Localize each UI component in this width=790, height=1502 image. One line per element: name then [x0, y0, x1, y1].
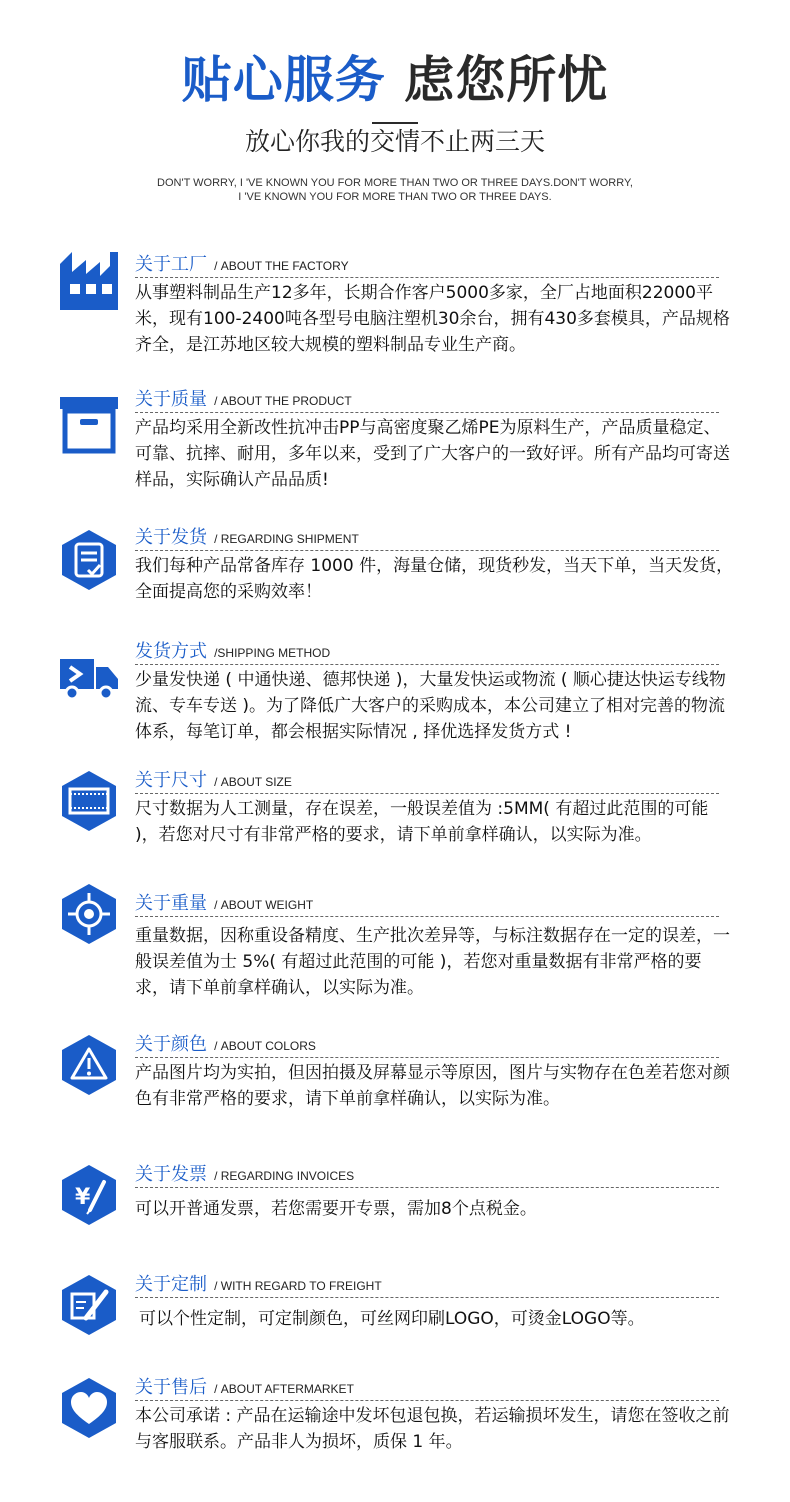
section-title-en: / REGARDING SHIPMENT — [214, 532, 359, 546]
section-heading — [135, 889, 313, 915]
english-tagline-line-1: DON'T WORRY, I 'VE KNOWN YOU FOR MORE THAN TWO OR THREE DAYS.DON'T WORRY, — [157, 177, 633, 189]
section-title-en: / WITH REGARD TO FREIGHT — [214, 1279, 382, 1293]
svg-text:¥: ¥ — [75, 1185, 91, 1210]
section-heading — [135, 1030, 316, 1056]
film-strip-icon — [58, 770, 120, 832]
section-heading — [135, 637, 330, 663]
dashed-divider — [135, 1187, 719, 1188]
section-title-en: / ABOUT AFTERMARKET — [214, 1382, 354, 1396]
checklist-icon — [58, 529, 120, 591]
section-title-zh: 关于发票 — [135, 1164, 207, 1185]
warning-triangle-icon — [58, 1034, 120, 1096]
crosshair-target-icon — [58, 883, 120, 945]
section-heading — [135, 1270, 382, 1296]
dashed-divider — [135, 412, 719, 413]
english-tagline — [150, 176, 640, 204]
section-heading — [135, 523, 359, 549]
section-title-zh: 关于工厂 — [135, 254, 207, 275]
section-title-en: / REGARDING INVOICES — [214, 1169, 355, 1183]
section-body: 本公司承诺 : 产品在运输途中发坏包退包换，若运输损坏发生，请您在签收之前与客服联系。产品非人为损坏，质保 1 年。 — [135, 1406, 730, 1452]
section-title-zh: 发货方式 — [135, 641, 207, 662]
storage-box-icon — [58, 393, 120, 455]
section-body: 我们每种产品常备库存 1000 件，海量仓储，现货秒发，当天下单，当天发货，全面提高您的采购效率！ — [135, 556, 734, 602]
dashed-divider — [135, 664, 719, 665]
english-tagline-line-2: I 'VE KNOWN YOU FOR MORE THAN TWO OR THREE DAYS. — [238, 191, 552, 203]
page-title — [0, 48, 790, 112]
factory-icon — [58, 250, 120, 312]
dashed-divider — [135, 1400, 719, 1401]
section-title-zh: 关于尺寸 — [135, 770, 207, 791]
section-body: 从事塑料制品生产12多年，长期合作客户5000多家，全厂占地面积22000平米，现有100-2400吨各型号电脑注塑机30余台，拥有430多套模具，产品规格齐全，是江苏地区较大规模的塑料制品专业生产商。 — [135, 283, 730, 355]
section-body: 可以个性定制，可定制颜色，可丝网印刷LOGO，可烫金LOGO等。 — [139, 1309, 645, 1329]
section-title-zh: 关于售后 — [135, 1377, 207, 1398]
dashed-divider — [135, 277, 719, 278]
edit-pencil-icon — [58, 1274, 120, 1336]
dashed-divider — [135, 550, 719, 551]
heart-icon — [58, 1377, 120, 1439]
section-title-en: / ABOUT SIZE — [214, 775, 292, 789]
section-title-en: / ABOUT THE PRODUCT — [214, 394, 352, 408]
page-subtitle: 放心你我的交情不止两三天 — [244, 127, 545, 156]
section-heading — [135, 1160, 354, 1186]
section-body: 重量数据，因称重设备精度、生产批次差异等，与标注数据存在一定的误差，一般误差值为士 5%( 有超过此范围的可能 )，若您对重量数据有非常严格的要求，请下单前拿样确认，以实际为准。 — [135, 926, 730, 998]
section-body: 尺寸数据为人工测量，存在误差，一般误差值为 :5MM( 有超过此范围的可能 )，若您对尺寸有非常严格的要求，请下单前拿样确认，以实际为准。 — [135, 799, 709, 845]
title-blue: 贴心服务 — [181, 51, 386, 109]
section-heading — [135, 766, 292, 792]
section-body: 产品均采用全新改性抗冲击PP与高密度聚乙烯PE为原料生产，产品质量稳定、可靠、抗摔、耐用，多年以来，受到了广大客户的一致好评。所有产品均可寄送样品，实际确认产品品质! — [135, 418, 730, 490]
section-title-en: /SHIPPING METHOD — [214, 646, 331, 660]
section-title-zh: 关于重量 — [135, 893, 207, 914]
dashed-divider — [135, 1297, 719, 1298]
section-body: 少量发快递 ( 中通快递、德邦快递 )，大量发快运或物流 ( 顺心捷达快运专线物流、专车专送 )。为了降低广大客户的采购成本，本公司建立了相对完善的物流体系，每笔订单，都会根据实际情况 , 择优选择发货方式 ! — [135, 670, 726, 742]
section-title-en: / ABOUT COLORS — [214, 1039, 316, 1053]
dashed-divider — [135, 916, 719, 917]
section-title-en: / ABOUT WEIGHT — [214, 898, 314, 912]
dashed-divider — [135, 793, 719, 794]
yen-pen-icon — [58, 1164, 120, 1226]
section-heading — [135, 385, 352, 411]
section-body: 可以开普通发票，若您需要开专票，需加8个点税金。 — [135, 1199, 537, 1219]
title-dark: 虑您所忧 — [404, 51, 609, 109]
section-body: 产品图片均为实拍，但因拍摄及屏幕显示等原因，图片与实物存在色差若您对颜色有非常严格的要求，请下单前拿样确认，以实际为准。 — [135, 1063, 730, 1109]
section-title-zh: 关于发货 — [135, 527, 207, 548]
section-title-en: / ABOUT THE FACTORY — [214, 259, 349, 273]
section-title-zh: 关于定制 — [135, 1274, 207, 1295]
section-heading — [135, 1373, 354, 1399]
section-title-zh: 关于质量 — [135, 389, 207, 410]
section-title-zh: 关于颜色 — [135, 1034, 207, 1055]
section-heading — [135, 250, 349, 276]
dashed-divider — [135, 1057, 719, 1058]
delivery-truck-icon — [58, 647, 120, 709]
